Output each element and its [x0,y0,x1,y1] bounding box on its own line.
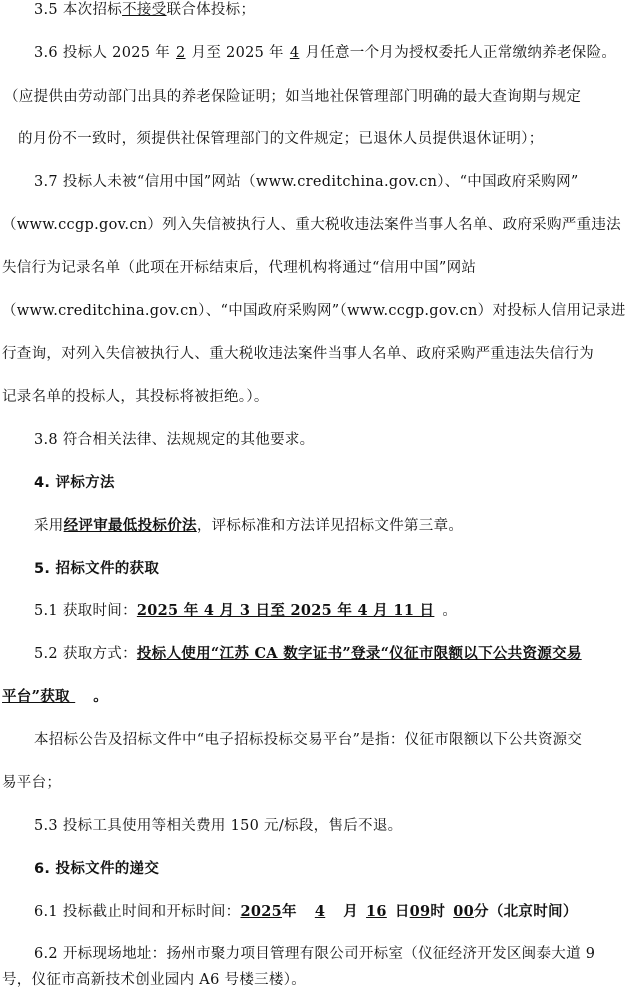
acquisition-time: 2025 年 4 月 3 日至 2025 年 4 月 11 日 [136,602,435,619]
clause-6-1: 6.1 投标截止时间和开标时间：2025年 4 月 16 日09时 00分（北京时间） [34,903,578,920]
clause-5-1: 5.1 获取时间：2025 年 4 月 3 日至 2025 年 4 月 11 日 。 [34,602,458,619]
clause-3-5: 3.5 本次招标不接受联合体投标； [34,2,256,18]
platform-note-line-2: 易平台； [2,775,62,791]
deadline-hour: 09 [409,903,431,920]
clause-3-7-line-2: （www.ccgp.gov.cn）列入失信被执行人、重大税收违法案件当事人名单、政府采购严重违法 [2,217,621,233]
not-accepted-underline: 不接受 [122,2,167,18]
acquisition-method: 投标人使用“江苏 CA 数字证书”登录“仪征市限额以下公共资源交易 [136,645,582,662]
clause-3-6: 3.6 投标人 2025 年 2 月至 2025 年 4 月任意一个月为授权委托人正常缴纳养老保险。 [34,45,617,61]
month-start: 2 [176,45,186,61]
clause-3-6-note-line-1: （应提供由劳动部门出具的养老保险证明；如当地社保管理部门明确的最大查询期与规定 [4,89,582,105]
clause-3-7-line-6: 记录名单的投标人，其投标将被拒绝。）。 [2,389,269,405]
clause-5-2-line-2: 平台”获取 。 [2,688,109,705]
clause-3-7-line-1: 3.7 投标人未被“信用中国”网站（www.creditchina.gov.cn）、“中国政府采购网” [34,174,579,190]
clause-5-3: 5.3 投标工具使用等相关费用 150 元/标段，售后不退。 [34,818,403,834]
clause-3-6-note-line-2: 的月份不一致时，须提供社保管理部门的文件规定；已退休人员提供退休证明）； [18,131,544,147]
deadline-month: 4 [314,903,326,920]
deadline-minute: 00 [453,903,475,920]
clause-3-8: 3.8 符合相关法律、法规规定的其他要求。 [34,432,315,448]
clause-3-7-line-3: 失信行为记录名单（此项在开标结束后，代理机构将通过“信用中国”网站 [2,260,477,276]
clause-3-7-line-5: 行查询，对列入失信被执行人、重大税收违法案件当事人名单、政府采购严重违法失信行为 [2,346,594,362]
heading-6: 6. 投标文件的递交 [34,861,160,877]
clause-5-2-line-1: 5.2 获取方式：投标人使用“江苏 CA 数字证书”登录“仪征市限额以下公共资源交易 [34,645,582,662]
platform-note-line-1: 本招标公告及招标文件中“电子招标投标交易平台”是指：仪征市限额以下公共资源交 [34,732,583,748]
clause-3-7-line-4: （www.creditchina.gov.cn）、“中国政府采购网”（www.ccgp.gov.cn）对投标人信用记录进 [2,303,626,319]
heading-5: 5. 招标文件的获取 [34,561,160,577]
clause-4-method: 采用经评审最低投标价法，评标标准和方法详见招标文件第三章。 [34,517,464,534]
clause-6-2-line-1: 6.2 开标现场地址：扬州市聚力项目管理有限公司开标室（仪征经济开发区闽泰大道 9 [34,946,596,962]
clause-6-2-line-2: 号，仪征市高新技术创业园内 A6 号楼三楼）。 [2,972,307,988]
heading-4: 4. 评标方法 [34,475,115,491]
lowest-price-method: 经评审最低投标价法 [63,517,197,534]
deadline-day: 16 [366,903,387,920]
deadline-year: 2025 [240,903,283,920]
acquisition-method-cont: 平台”获取 [2,688,76,705]
month-end: 4 [289,45,300,61]
